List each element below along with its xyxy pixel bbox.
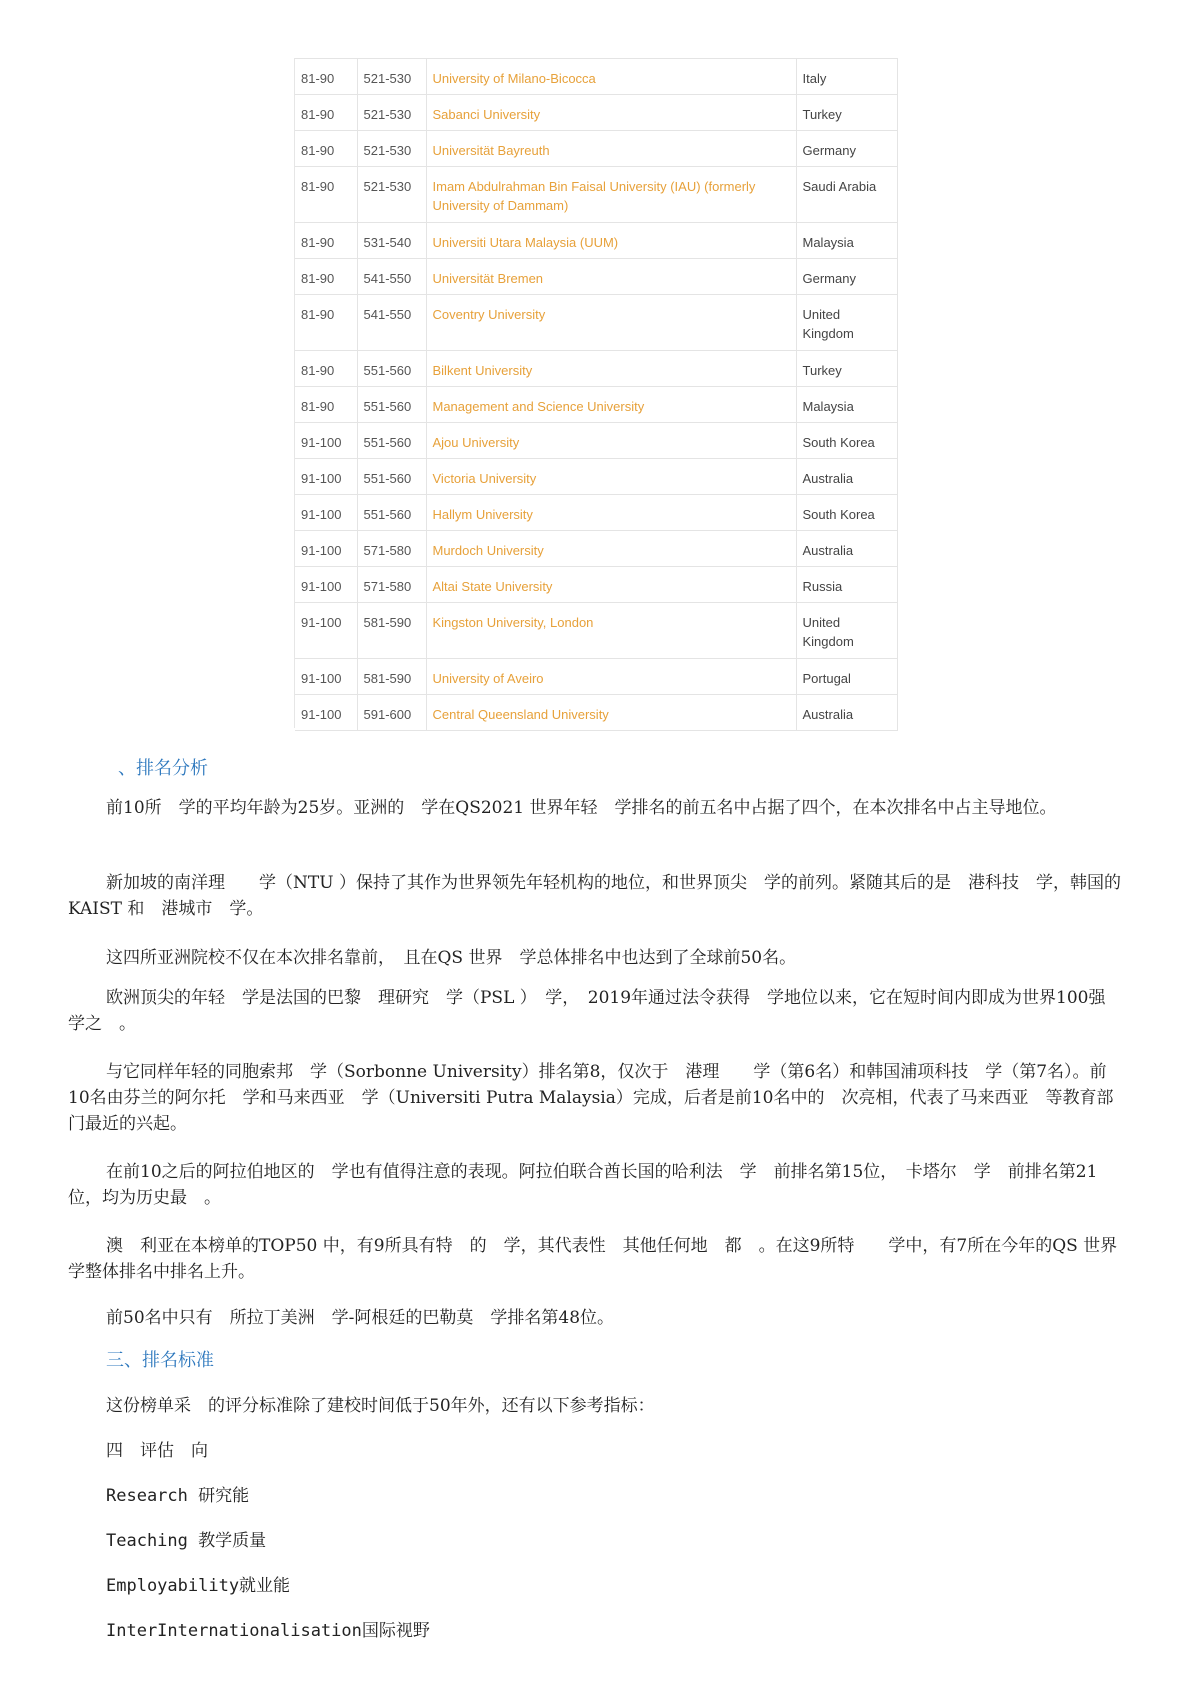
ranking-table — [295, 58, 898, 731]
university-name-link[interactable]: Coventry University — [426, 295, 796, 351]
overall-rank-cell: 551-560 — [357, 459, 426, 495]
country-cell: Turkey — [796, 95, 897, 131]
country-cell: Australia — [796, 695, 897, 731]
table-row — [295, 495, 897, 531]
university-name-link[interactable]: Hallym University — [426, 495, 796, 531]
rank-cell: 81-90 — [295, 223, 357, 259]
table-row — [295, 567, 897, 603]
overall-rank-cell: 571-580 — [357, 567, 426, 603]
rank-cell: 81-90 — [295, 295, 357, 351]
university-name-link[interactable]: University of Aveiro — [426, 659, 796, 695]
university-name-link[interactable]: Ajou University — [426, 423, 796, 459]
university-name-link[interactable]: Central Queensland University — [426, 695, 796, 731]
rank-cell: 81-90 — [295, 167, 357, 223]
rank-cell: 91-100 — [295, 567, 357, 603]
table-row — [295, 695, 897, 731]
university-name-link[interactable]: Universität Bremen — [426, 259, 796, 295]
overall-rank-cell: 521-530 — [357, 59, 426, 95]
criteria-item-teaching: Teaching 教学质量 — [106, 1531, 267, 1551]
criteria-intro: 这份榜单采 的评分标准除了建校时间低于50年外，还有以下参考指标： — [106, 1396, 655, 1416]
table-row — [295, 131, 897, 167]
paragraph-3: 这四所亚洲院校不仅在本次排名靠前， 且在QS 世界 学总体排名中也达到了全球前50名。 — [106, 948, 797, 968]
overall-rank-cell: 581-590 — [357, 659, 426, 695]
criteria-item-research: Research 研究能 — [106, 1486, 250, 1506]
country-cell: Malaysia — [796, 223, 897, 259]
country-cell: United Kingdom — [796, 295, 897, 351]
rank-cell: 81-90 — [295, 351, 357, 387]
university-name-link[interactable]: Management and Science University — [426, 387, 796, 423]
section-heading-ranking-analysis: 、排名分析 — [118, 758, 208, 779]
overall-rank-cell: 541-550 — [357, 259, 426, 295]
rank-cell: 91-100 — [295, 695, 357, 731]
paragraph-2: 新加坡的南洋理 学（NTU ）保持了其作为世界领先年轻机构的地位，和世界顶尖 学的前列。紧随其后的是 港科技 学，韩国的KAIST 和 港城市 学。 — [68, 873, 1121, 919]
paragraph-8: 前50名中只有 所拉丁美洲 学-阿根廷的巴勒莫 学排名第48位。 — [106, 1308, 615, 1328]
table-row — [295, 223, 897, 259]
country-cell: Australia — [796, 459, 897, 495]
overall-rank-cell: 541-550 — [357, 295, 426, 351]
table-row — [295, 459, 897, 495]
university-name-link[interactable]: Imam Abdulrahman Bin Faisal University (IAU) (formerly University of Dammam) — [426, 167, 796, 223]
table-row — [295, 423, 897, 459]
overall-rank-cell: 571-580 — [357, 531, 426, 567]
overall-rank-cell: 521-530 — [357, 131, 426, 167]
rank-cell: 91-100 — [295, 423, 357, 459]
country-cell: Saudi Arabia — [796, 167, 897, 223]
table-row — [295, 167, 897, 223]
rank-cell: 91-100 — [295, 459, 357, 495]
overall-rank-cell: 551-560 — [357, 423, 426, 459]
university-name-link[interactable]: University of Milano-Bicocca — [426, 59, 796, 95]
table-row — [295, 259, 897, 295]
criteria-item-employability: Employability就业能 — [106, 1576, 291, 1596]
table-row — [295, 387, 897, 423]
table-row — [295, 659, 897, 695]
university-name-link[interactable]: Bilkent University — [426, 351, 796, 387]
criteria-item-internationalisation: InterInternationalisation国际视野 — [106, 1621, 430, 1641]
table-row — [295, 95, 897, 131]
table-row — [295, 351, 897, 387]
rank-cell: 91-100 — [295, 659, 357, 695]
country-cell: Turkey — [796, 351, 897, 387]
overall-rank-cell: 521-530 — [357, 167, 426, 223]
university-name-link[interactable]: Victoria University — [426, 459, 796, 495]
country-cell: Germany — [796, 131, 897, 167]
paragraph-1: 前10所 学的平均年龄为25岁。亚洲的 学在QS2021 世界年轻 学排名的前五名中占据了四个，在本次排名中占主导地位。 — [106, 798, 1057, 818]
paragraph-6: 在前10之后的阿拉伯地区的 学也有值得注意的表现。阿拉伯联合酋长国的哈利法 学 前排名第15位， 卡塔尔 学 前排名第21位，均为历史最 。 — [68, 1162, 1098, 1208]
criteria-subtitle: 四 评估 向 — [106, 1441, 208, 1461]
rank-cell: 81-90 — [295, 131, 357, 167]
country-cell: Australia — [796, 531, 897, 567]
overall-rank-cell: 551-560 — [357, 387, 426, 423]
table-row — [295, 59, 897, 95]
country-cell: Portugal — [796, 659, 897, 695]
rank-cell: 81-90 — [295, 259, 357, 295]
overall-rank-cell: 551-560 — [357, 351, 426, 387]
paragraph-4: 欧洲顶尖的年轻 学是法国的巴黎 理研究 学（PSL ） 学， 2019年通过法令获得 学地位以来，它在短时间内即成为世界100强 学之 。 — [68, 988, 1123, 1034]
university-ranking-table — [294, 58, 896, 728]
country-cell: Malaysia — [796, 387, 897, 423]
country-cell: United Kingdom — [796, 603, 897, 659]
table-row — [295, 531, 897, 567]
university-name-link[interactable]: Altai State University — [426, 567, 796, 603]
table-row — [295, 295, 897, 351]
paragraph-5: 与它同样年轻的同胞索邦 学（Sorbonne University）排名第8，仅次于 港理 学（第6名）和韩国浦项科技 学（第7名）。前10名由芬兰的阿尔托 学和马来西亚 学（Universiti Putra Malaysia）完成，后者是前10名中的 次亮相，代表了马来西亚 等教育部门最近的兴起。 — [68, 1062, 1114, 1134]
overall-rank-cell: 521-530 — [357, 95, 426, 131]
university-name-link[interactable]: Universität Bayreuth — [426, 131, 796, 167]
rank-cell: 81-90 — [295, 59, 357, 95]
overall-rank-cell: 551-560 — [357, 495, 426, 531]
paragraph-7: 澳 利亚在本榜单的TOP50 中，有9所具有特 的 学，其代表性 其他任何地 都 。在这9所特 学中，有7所在今年的QS 世界 学整体排名中排名上升。 — [68, 1236, 1135, 1282]
table-row — [295, 603, 897, 659]
overall-rank-cell: 591-600 — [357, 695, 426, 731]
rank-cell: 91-100 — [295, 495, 357, 531]
country-cell: South Korea — [796, 423, 897, 459]
rank-cell: 81-90 — [295, 95, 357, 131]
country-cell: South Korea — [796, 495, 897, 531]
overall-rank-cell: 581-590 — [357, 603, 426, 659]
university-name-link[interactable]: Murdoch University — [426, 531, 796, 567]
overall-rank-cell: 531-540 — [357, 223, 426, 259]
country-cell: Italy — [796, 59, 897, 95]
country-cell: Russia — [796, 567, 897, 603]
country-cell: Germany — [796, 259, 897, 295]
university-name-link[interactable]: Kingston University, London — [426, 603, 796, 659]
university-name-link[interactable]: Sabanci University — [426, 95, 796, 131]
university-name-link[interactable]: Universiti Utara Malaysia (UUM) — [426, 223, 796, 259]
section-heading-ranking-criteria: 三、排名标准 — [106, 1350, 214, 1371]
rank-cell: 91-100 — [295, 531, 357, 567]
rank-cell: 81-90 — [295, 387, 357, 423]
rank-cell: 91-100 — [295, 603, 357, 659]
